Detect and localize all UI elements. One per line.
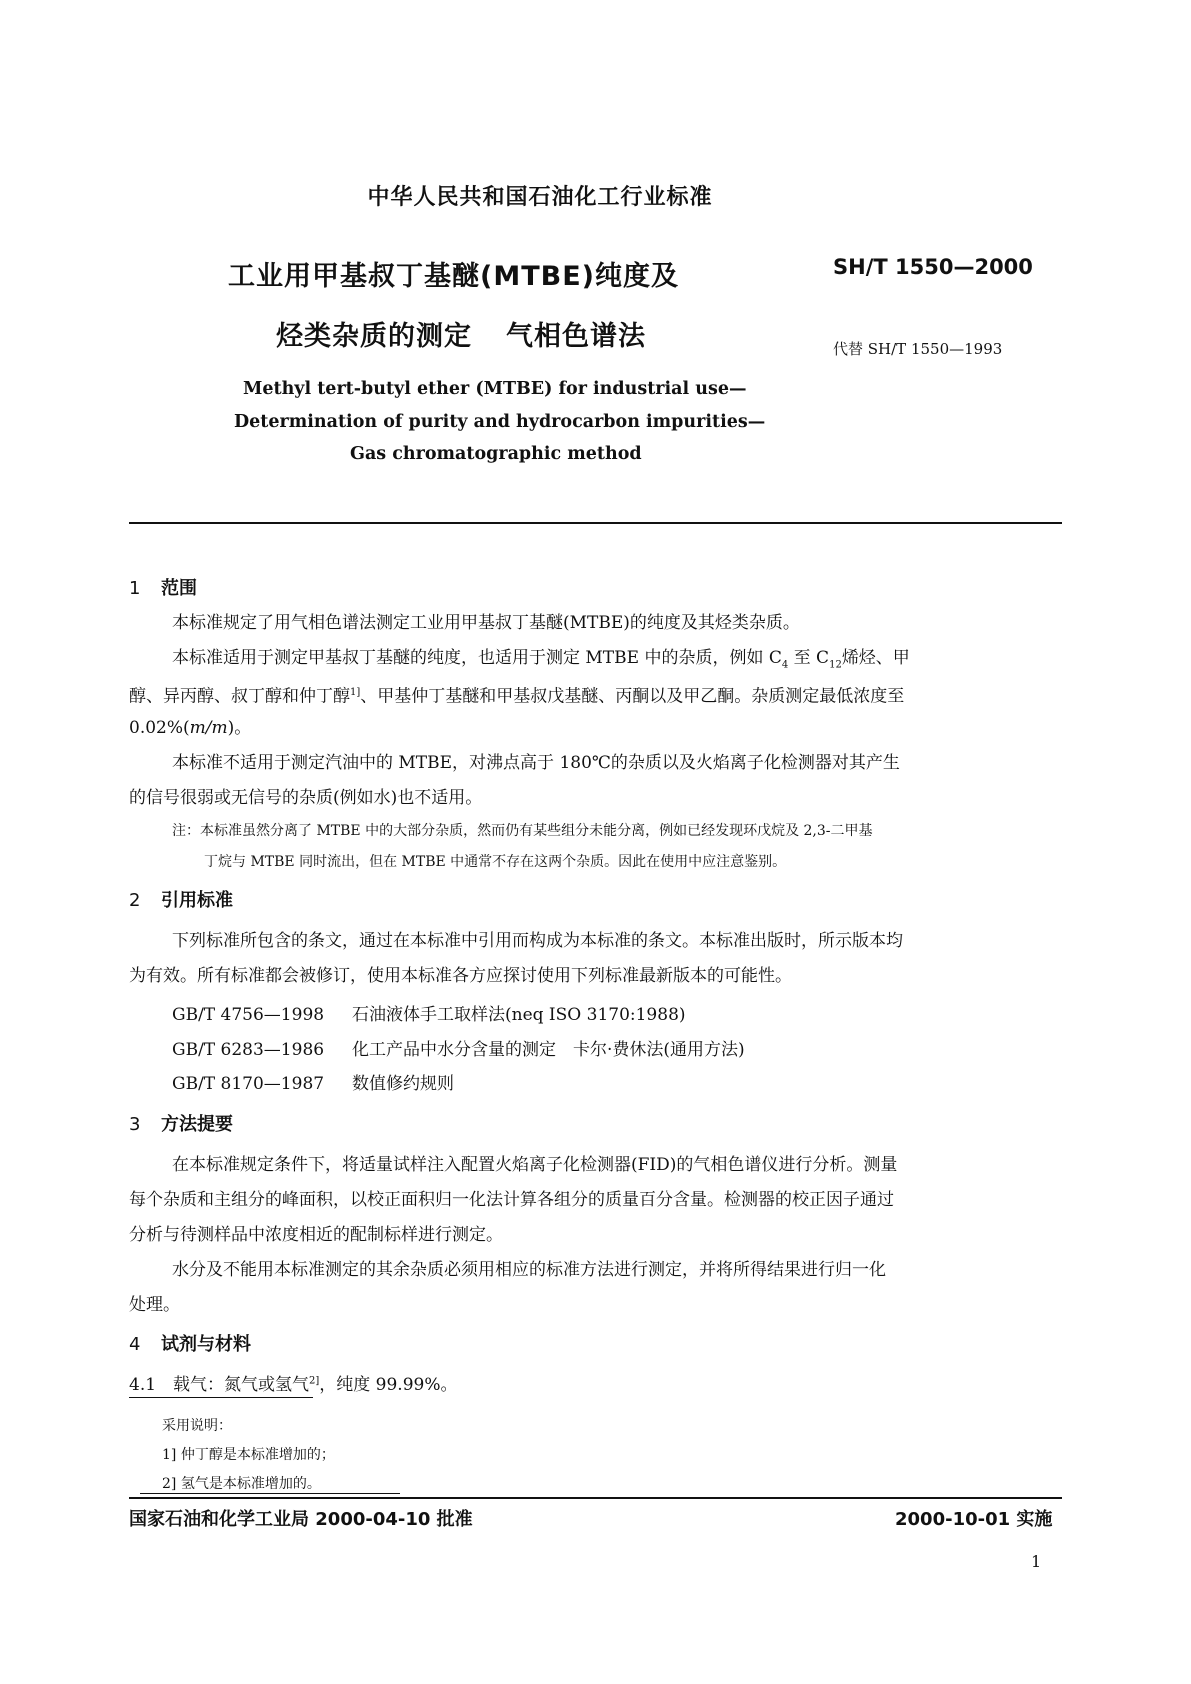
adoption-note: 2] 氢气是本标准增加的。 [162, 1476, 321, 1492]
standard-number: SH/T 1550—2000 [833, 255, 1033, 279]
paragraph-line: 在本标准规定条件下，将适量试样注入配置火焰离子化检测器(FID)的气相色谱仪进行分析。测量 [172, 1155, 898, 1175]
paragraph-line: 水分及不能用本标准测定的其余杂质必须用相应的标准方法进行测定，并将所得结果进行归一化 [172, 1260, 886, 1280]
section-heading-4 [129, 1330, 251, 1356]
section-number: 3 [129, 1114, 141, 1135]
adoption-notes-underline [140, 1493, 400, 1494]
adoption-note: 1] 仲丁醇是本标准增加的； [162, 1447, 335, 1463]
section-heading-2 [129, 886, 233, 912]
paragraph-line: 分析与待测样品中浓度相近的配制标样进行测定。 [129, 1225, 503, 1245]
section-heading-3 [129, 1110, 233, 1136]
paragraph-line: 下列标准所包含的条文，通过在本标准中引用而构成为本标准的条文。本标准出版时，所示版本均 [172, 931, 903, 951]
clause-underline [129, 1397, 313, 1398]
footnote-ref: 1] [350, 687, 361, 698]
paragraph-line: 为有效。所有标准都会被修订，使用本标准各方应探讨使用下列标准最新版本的可能性。 [129, 966, 792, 986]
replaces-standard: 代替 SH/T 1550—1993 [833, 340, 1003, 358]
note-continued: 丁烷与 MTBE 同时流出，但在 MTBE 中通常不存在这两个杂质。因此在使用中应注意鉴别。 [204, 854, 787, 870]
reference-title: 化工产品中水分含量的测定 卡尔·费休法(通用方法) [352, 1040, 745, 1060]
section-number: 1 [129, 578, 141, 599]
section-title: 试剂与材料 [161, 1334, 251, 1355]
title-line-2a: 烃类杂质的测定 [276, 321, 472, 352]
paragraph-line: 处理。 [129, 1295, 180, 1315]
approval-line: 国家石油和化学工业局 2000-04-10 批准 [129, 1509, 473, 1530]
english-title-line-3: Gas chromatographic method [350, 444, 642, 464]
adoption-notes-heading: 采用说明： [162, 1418, 232, 1434]
paragraph-line: 本标准适用于测定甲基叔丁基醚的纯度，也适用于测定 MTBE 中的杂质，例如 $C_4$ 至 $C_{12}$烯烃、甲 [172, 648, 910, 671]
section-number: 2 [129, 890, 141, 911]
title-line-2b: 气相色谱法 [506, 321, 646, 352]
header-divider [129, 522, 1062, 524]
reference-title: 石油液体手工取样法(neq ISO 3170:1988) [352, 1005, 686, 1025]
reference-code: GB/T 6283—1986 [172, 1040, 325, 1060]
footer-divider [129, 1497, 1062, 1499]
paragraph-line: 醇、异丙醇、叔丁醇和仲丁醇$^{1]}$、甲基仲丁基醚和甲基叔戊基醚、丙酮以及甲乙酮。杂质测定最低浓度至 [129, 686, 905, 707]
paragraph: 本标准规定了用气相色谱法测定工业用甲基叔丁基醚(MTBE)的纯度及其烃类杂质。 [172, 613, 800, 633]
title-line-2 [276, 314, 646, 353]
section-title: 方法提要 [161, 1114, 233, 1135]
section-number: 4 [129, 1334, 141, 1355]
clause-4-1: 4.1 载气：氮气或氢气$^{2]}$，纯度 99.99%。 [129, 1375, 458, 1395]
section-title: 范围 [161, 578, 197, 599]
reference-code: GB/T 4756—1998 [172, 1005, 325, 1025]
note: 注：本标准虽然分离了 MTBE 中的大部分杂质，然而仍有某些组分未能分离，例如已经发现环戊烷及 2,3-二甲基 [172, 823, 873, 839]
paragraph-line: 0.02%(m/m)。 [129, 718, 252, 738]
issuing-standard-header: 中华人民共和国石油化工行业标准 [367, 185, 713, 210]
reference-code: GB/T 8170—1987 [172, 1074, 325, 1094]
clause-number: 4.1 [129, 1375, 157, 1395]
footnote-ref: 2] [309, 1375, 320, 1387]
section-heading-1 [129, 574, 197, 600]
reference-row [172, 1035, 745, 1060]
page-number: 1 [1031, 1552, 1042, 1571]
title-line-1: 工业用甲基叔丁基醚(MTBE)纯度及 [228, 261, 679, 292]
paragraph-line: 本标准不适用于测定汽油中的 MTBE，对沸点高于 180℃的杂质以及火焰离子化检测器对其产生 [172, 753, 900, 773]
paragraph-line: 的信号很弱或无信号的杂质(例如水)也不适用。 [129, 788, 483, 808]
english-title-line-2: Determination of purity and hydrocarbon impurities— [234, 412, 766, 432]
english-title-line-1: Methyl tert-butyl ether (MTBE) for industrial use— [243, 379, 747, 399]
reference-title: 数值修约规则 [352, 1074, 454, 1094]
implementation-date: 2000-10-01 实施 [895, 1509, 1053, 1530]
section-title: 引用标准 [161, 890, 233, 911]
reference-row [172, 1000, 686, 1025]
reference-row [172, 1069, 454, 1094]
paragraph-line: 每个杂质和主组分的峰面积，以校正面积归一化法计算各组分的质量百分含量。检测器的校正因子通过 [129, 1190, 894, 1210]
